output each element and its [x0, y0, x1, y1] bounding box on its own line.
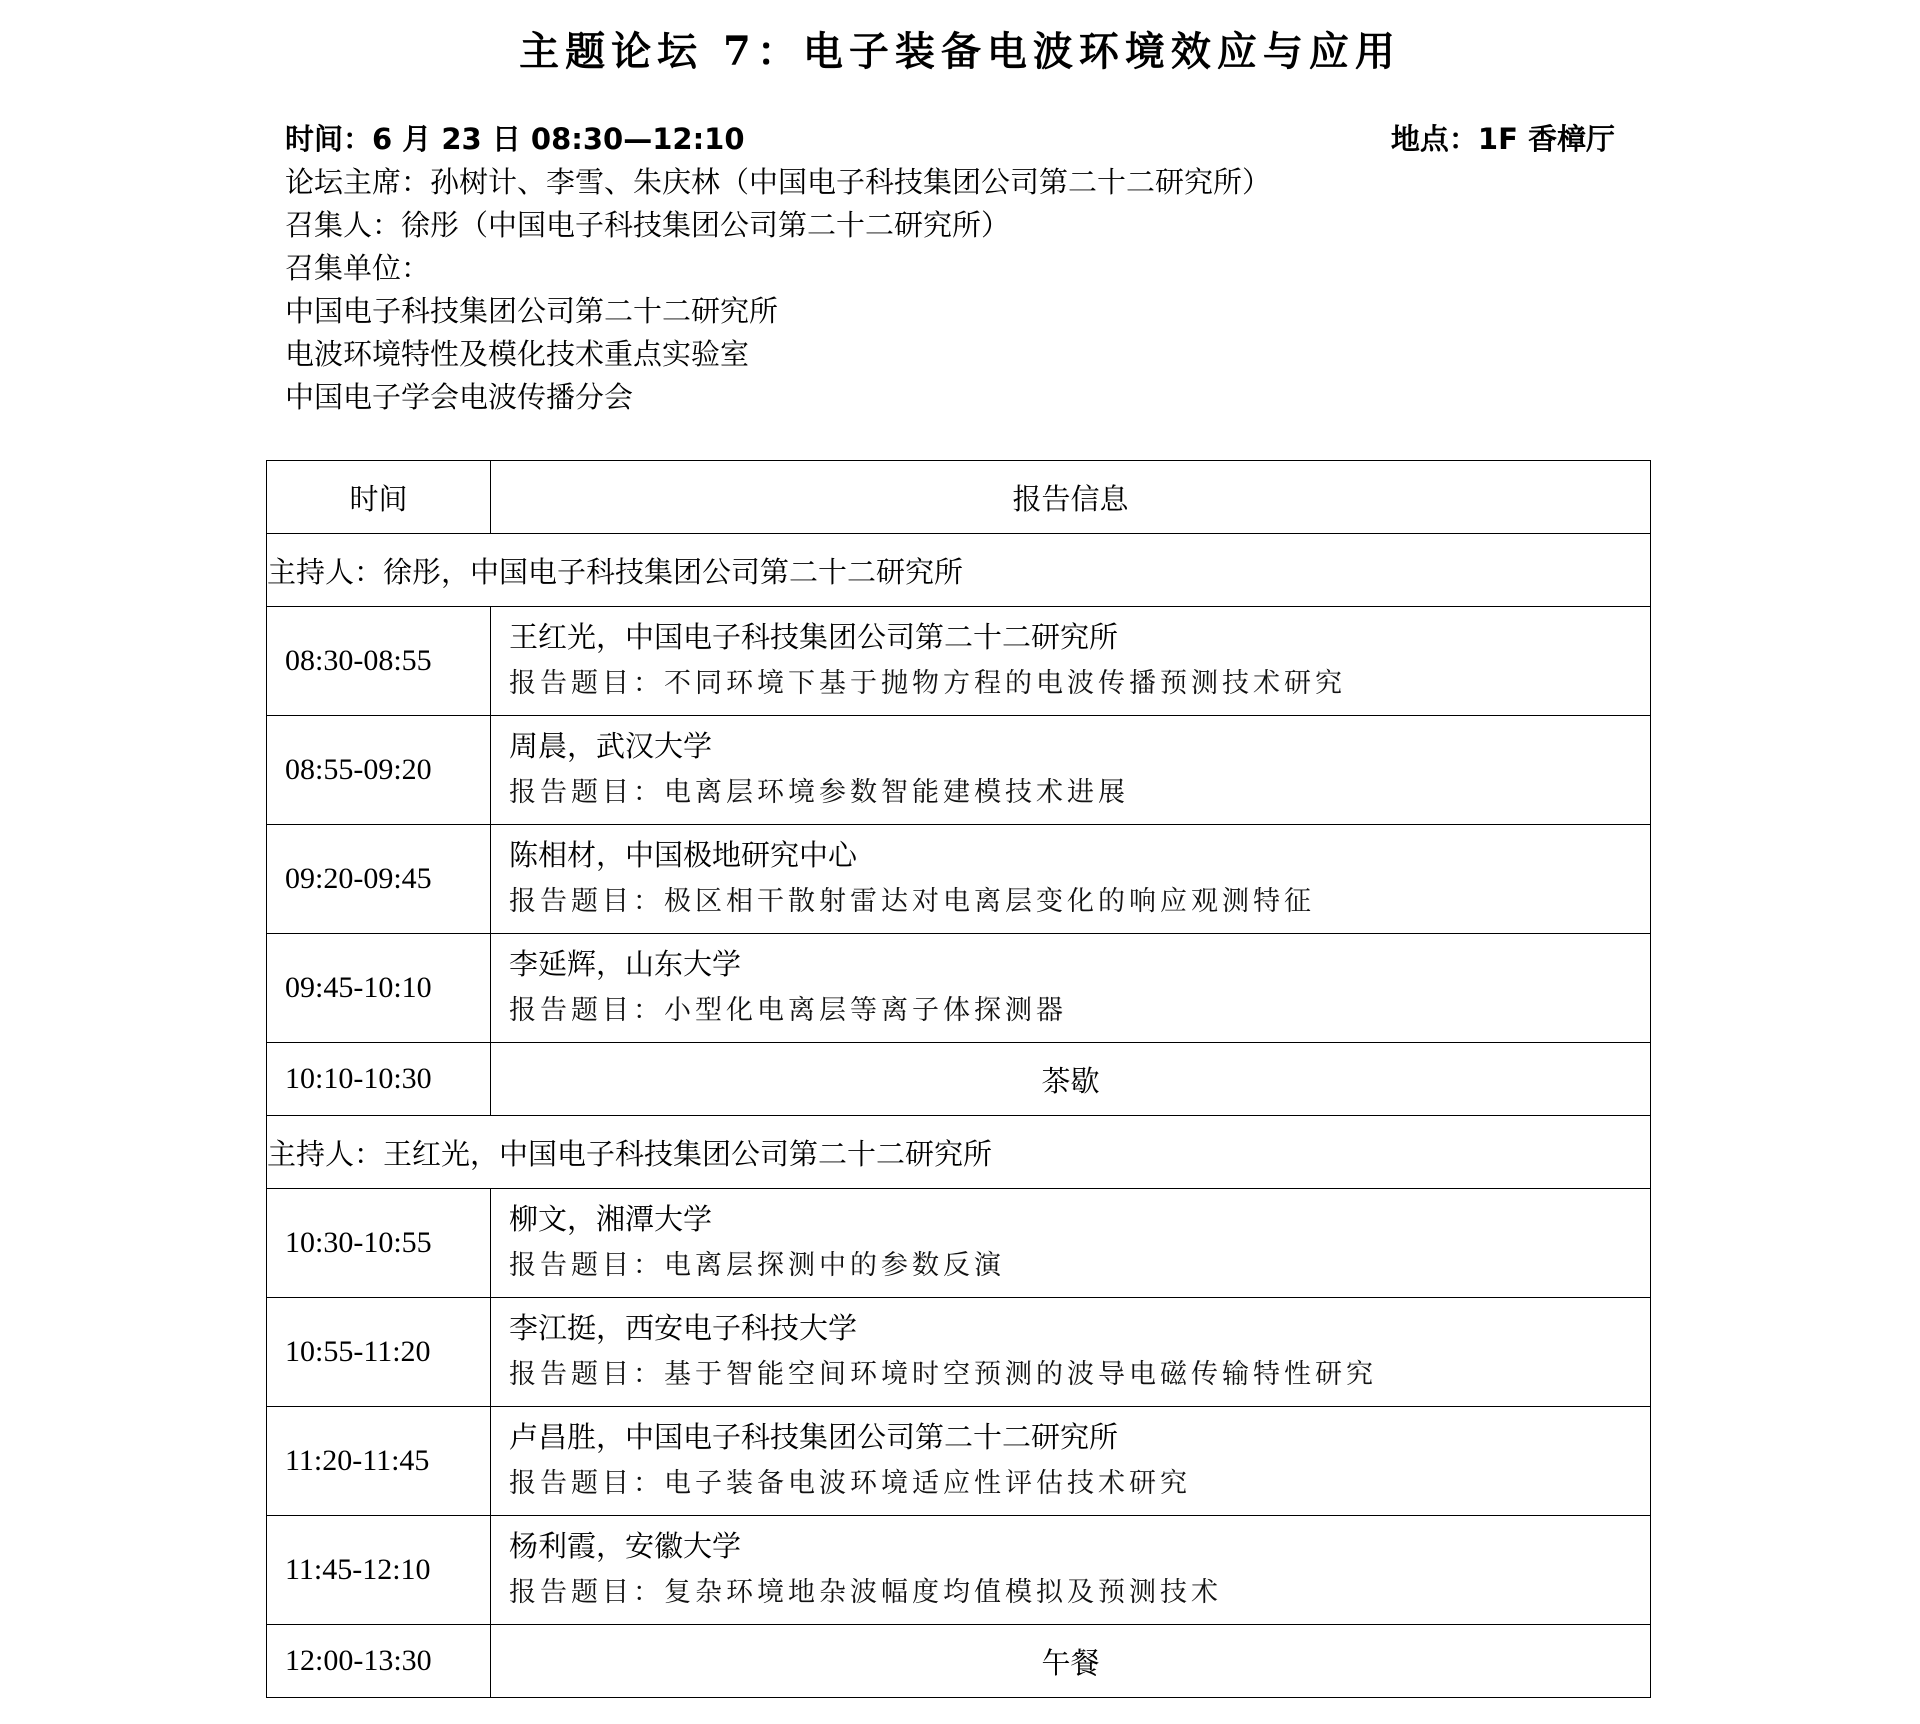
time-cell: 11:45-12:10 [267, 1516, 491, 1625]
table-row [267, 1189, 1651, 1298]
table-row [267, 607, 1651, 716]
table-row [267, 716, 1651, 825]
time-cell: 08:55-09:20 [267, 716, 491, 825]
speaker: 王红光，中国电子科技集团公司第二十二研究所 [509, 620, 1119, 654]
report-info-cell [491, 825, 1651, 934]
time-cell: 12:00-13:30 [267, 1625, 491, 1698]
host-row [267, 534, 1651, 607]
report-info-cell [491, 1516, 1651, 1625]
host-row [267, 1116, 1651, 1189]
time-cell: 09:20-09:45 [267, 825, 491, 934]
report-topic: 报告题目：不同环境下基于抛物方程的电波传播预测技术研究 [509, 668, 1346, 699]
time-cell: 10:55-11:20 [267, 1298, 491, 1407]
lunch-row [267, 1625, 1651, 1698]
report-topic: 报告题目：电离层探测中的参数反演 [509, 1250, 1005, 1281]
time-cell: 11:20-11:45 [267, 1407, 491, 1516]
time-cell: 10:30-10:55 [267, 1189, 491, 1298]
report-topic: 报告题目：基于智能空间环境时空预测的波导电磁传输特性研究 [509, 1359, 1377, 1390]
time-cell: 09:45-10:10 [267, 934, 491, 1043]
forum-chairs: 论坛主席：孙树计、李雪、朱庆林（中国电子科技集团公司第二十二研究所） [285, 165, 1272, 199]
speaker: 周晨，武汉大学 [509, 729, 713, 763]
schedule-table [266, 460, 1651, 1698]
tea-break-row [267, 1043, 1651, 1116]
report-topic: 报告题目：电离层环境参数智能建模技术进展 [509, 777, 1129, 808]
report-topic: 报告题目：极区相干散射雷达对电离层变化的响应观测特征 [509, 886, 1315, 917]
report-info-cell [491, 607, 1651, 716]
host-text: 主持人：徐彤，中国电子科技集团公司第二十二研究所 [267, 534, 1651, 607]
forum-convener: 召集人：徐彤（中国电子科技集团公司第二十二研究所） [285, 208, 1011, 242]
table-row [267, 825, 1651, 934]
table-header-row [267, 461, 1651, 534]
time-location-row [285, 118, 1615, 161]
speaker: 柳文，湘潭大学 [509, 1202, 713, 1236]
host-text: 主持人：王红光，中国电子科技集团公司第二十二研究所 [267, 1116, 1651, 1189]
lunch-label: 午餐 [491, 1625, 1651, 1698]
convening-unit: 中国电子科技集团公司第二十二研究所 [285, 294, 779, 328]
speaker: 李江挺，西安电子科技大学 [509, 1311, 858, 1345]
report-topic: 报告题目：电子装备电波环境适应性评估技术研究 [509, 1468, 1191, 1499]
speaker: 卢昌胜，中国电子科技集团公司第二十二研究所 [509, 1420, 1119, 1454]
column-header-info: 报告信息 [491, 461, 1651, 534]
table-row [267, 1298, 1651, 1407]
forum-info [285, 118, 1615, 419]
column-header-time: 时间 [267, 461, 491, 534]
report-info-cell [491, 716, 1651, 825]
time-cell: 08:30-08:55 [267, 607, 491, 716]
convening-units-label: 召集单位： [285, 251, 431, 285]
speaker: 李延辉，山东大学 [509, 947, 742, 981]
time-cell: 10:10-10:30 [267, 1043, 491, 1116]
convening-unit: 中国电子学会电波传播分会 [285, 380, 634, 414]
report-info-cell [491, 1189, 1651, 1298]
table-row [267, 1516, 1651, 1625]
tea-break-label: 茶歇 [491, 1043, 1651, 1116]
speaker: 杨利霞，安徽大学 [509, 1529, 742, 1563]
report-info-cell [491, 1407, 1651, 1516]
report-topic: 报告题目：复杂环境地杂波幅度均值模拟及预测技术 [509, 1577, 1222, 1608]
forum-location: 地点：1F 香樟厅 [1390, 122, 1615, 156]
table-row [267, 1407, 1651, 1516]
report-topic: 报告题目：小型化电离层等离子体探测器 [509, 995, 1067, 1026]
table-row [267, 934, 1651, 1043]
report-info-cell [491, 934, 1651, 1043]
speaker: 陈相材，中国极地研究中心 [509, 838, 858, 872]
report-info-cell [491, 1298, 1651, 1407]
forum-time: 时间：6 月 23 日 08:30—12:10 [285, 122, 745, 156]
convening-unit: 电波环境特性及模化技术重点实验室 [285, 337, 750, 371]
page-title: 主题论坛 7：电子装备电波环境效应与应用 [519, 28, 1401, 75]
